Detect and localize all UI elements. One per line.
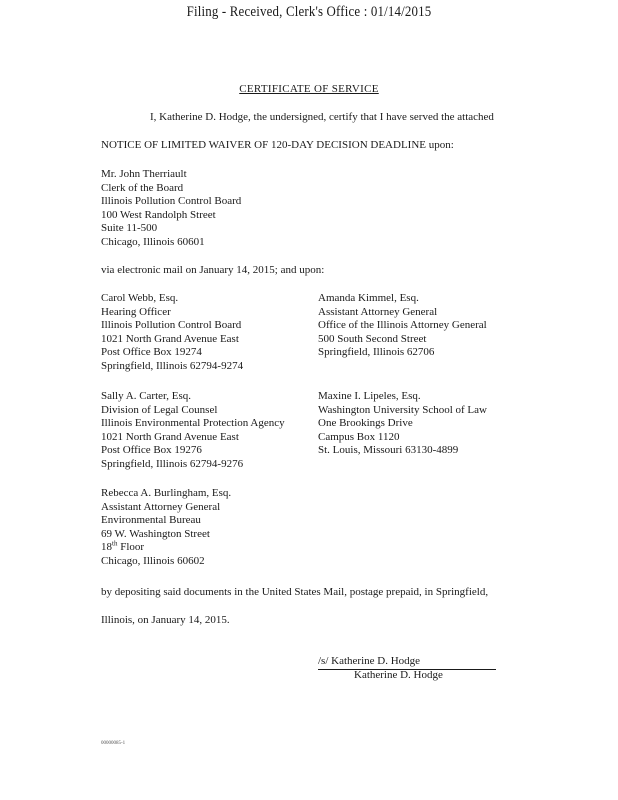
floor-ordinal: th [112, 539, 118, 548]
document-id: 00000085-1 [101, 741, 126, 746]
recipient-city: Springfield, Illinois 62794-9274 [101, 359, 244, 372]
certificate-title: CERTIFICATE OF SERVICE [239, 83, 379, 95]
recipient-org: Washington University School of Law [318, 403, 487, 416]
filing-stamp: Filing - Received, Clerk's Office : 01/14/2015 [186, 4, 432, 20]
recipient-kimmel [318, 292, 487, 360]
recipient-box: Campus Box 1120 [318, 430, 400, 443]
clerk-city: Chicago, Illinois 60601 [101, 235, 205, 248]
recipient-burlingham [101, 487, 231, 568]
recipient-title: Assistant Attorney General [101, 500, 221, 513]
recipient-lipeles [318, 390, 487, 458]
via-email-line: via electronic mail on January 14, 2015; and upon: [101, 264, 325, 276]
recipient-dept: Environmental Bureau [101, 514, 201, 526]
recipient-name: Carol Webb, Esq. [101, 292, 179, 304]
recipient-name: Sally A. Carter, Esq. [101, 390, 191, 402]
recipient-street: 1021 North Grand Avenue East [101, 430, 239, 443]
recipient-name: Rebecca A. Burlingham, Esq. [101, 487, 232, 499]
recipient-org: Office of the Illinois Attorney General [318, 319, 487, 331]
recipient-city: St. Louis, Missouri 63130-4899 [318, 444, 459, 456]
recipient-name: Amanda Kimmel, Esq. [318, 292, 419, 304]
recipient-floor [101, 541, 231, 555]
recipient-name: Maxine I. Lipeles, Esq. [318, 390, 421, 402]
signer-name: Katherine D. Hodge [354, 669, 443, 681]
recipient-org: Illinois Pollution Control Board [101, 319, 242, 331]
deposit-statement: by depositing said documents in the United States Mail, postage prepaid, in Springfield, [101, 586, 489, 598]
recipient-org: Illinois Environmental Protection Agency [101, 417, 285, 429]
clerk-suite: Suite 11-500 [101, 222, 158, 234]
notice-line: NOTICE OF LIMITED WAIVER OF 120-DAY DECISION DEADLINE upon: [101, 139, 454, 151]
deposit-date: Illinois, on January 14, 2015. [101, 614, 230, 626]
recipient-webb [101, 292, 243, 373]
recipient-dept: Division of Legal Counsel [101, 403, 218, 416]
certify-statement: I, Katherine D. Hodge, the undersigned, certify that I have served the attached [150, 111, 494, 123]
recipient-box: Post Office Box 19274 [101, 346, 202, 358]
clerk-street: 100 West Randolph Street [101, 208, 216, 221]
signature-line [318, 655, 496, 670]
floor-number: 18 [101, 541, 112, 553]
recipient-city: Chicago, Illinois 60602 [101, 554, 205, 567]
recipient-street: 69 W. Washington Street [101, 527, 210, 540]
clerk-name: Mr. John Therriault [101, 168, 187, 180]
clerk-address-block [101, 168, 241, 249]
floor-word: Floor [117, 541, 145, 553]
recipient-street: 500 South Second Street [318, 332, 427, 345]
electronic-signature: /s/ Katherine D. Hodge [318, 655, 496, 670]
recipient-title: Hearing Officer [101, 305, 171, 318]
recipient-title: Assistant Attorney General [318, 305, 438, 318]
recipient-carter [101, 390, 285, 471]
recipient-street: 1021 North Grand Avenue East [101, 332, 239, 345]
clerk-org: Illinois Pollution Control Board [101, 195, 242, 207]
recipient-box: Post Office Box 19276 [101, 444, 202, 456]
clerk-title: Clerk of the Board [101, 181, 184, 194]
recipient-city: Springfield, Illinois 62706 [318, 346, 435, 358]
recipient-city: Springfield, Illinois 62794-9276 [101, 457, 244, 470]
recipient-street: One Brookings Drive [318, 417, 413, 429]
